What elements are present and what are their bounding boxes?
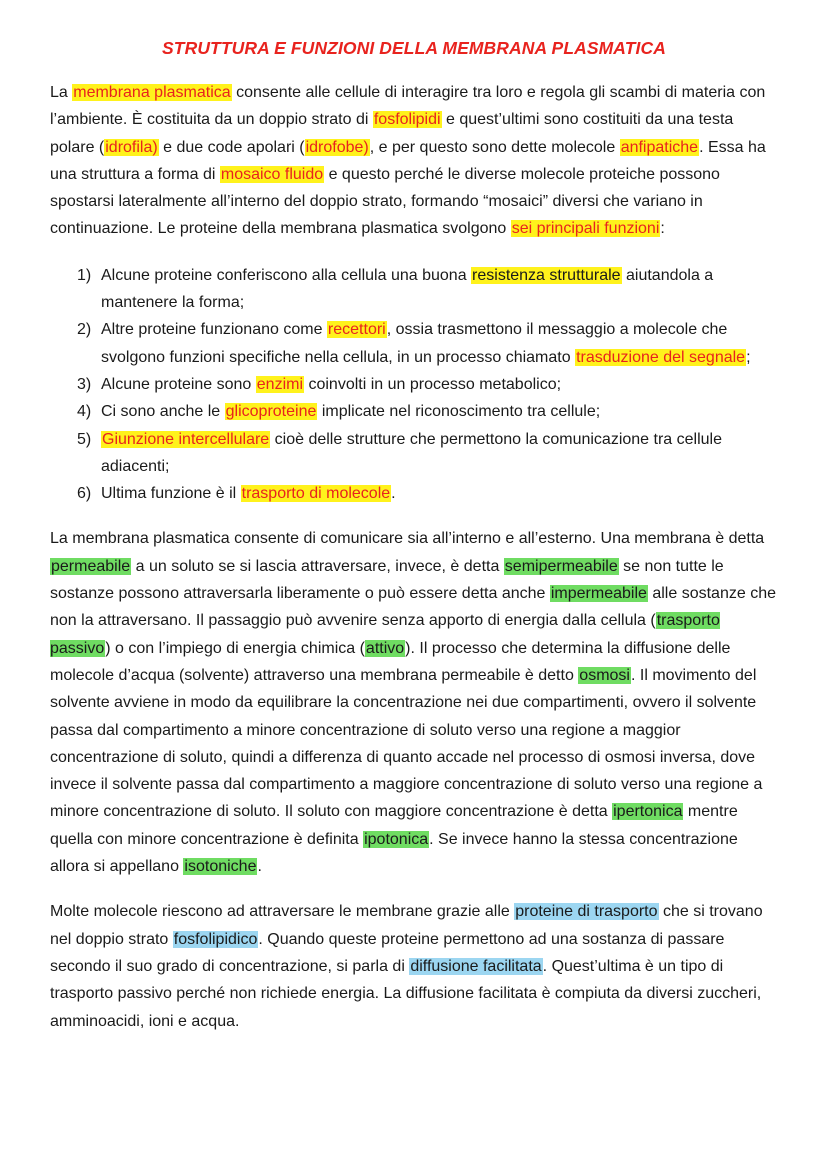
highlight-ipotonica: ipotonica: [364, 830, 429, 848]
list-item: [77, 262, 778, 317]
list-number: 1): [77, 266, 92, 284]
text: Alcune proteine sono: [101, 375, 256, 393]
list-number: 2): [77, 321, 92, 339]
functions-list: [50, 262, 778, 508]
text: . Quando queste proteine permettono ad una sostanza di passare secondo il suo grado di concentrazione, si parla di: [50, 930, 725, 975]
list-item: [77, 371, 778, 398]
text: ). Il processo che determina la diffusione delle molecole d’acqua (solvente) attraverso una membrana permeabile è detto: [50, 639, 731, 684]
list-number: 5): [77, 430, 92, 448]
text: . Quest’ultima è un tipo di trasporto passivo perché non richiede energia. La diffusione facilitata è compiuta da diversi zuccheri, amminoacidi, ioni e acqua.: [50, 957, 762, 1030]
text: cioè delle strutture che permettono la comunicazione tra cellule adiacenti;: [101, 430, 722, 475]
text: Alcune proteine conferiscono alla cellula una buona: [101, 266, 472, 284]
text: alle sostanze che non la attraversano. Il passaggio può avvenire senza apporto di energia dalla cellula (: [50, 585, 776, 630]
highlight-fosfolipidi: fosfolipidi: [373, 111, 441, 129]
text: Altre proteine funzionano come: [101, 321, 327, 339]
highlight-proteine-trasporto: proteine di trasporto: [515, 903, 658, 921]
text: Ultima funzione è il: [101, 485, 241, 503]
highlight-impermeabile: impermeabile: [550, 585, 647, 603]
highlight-mosaico-fluido: mosaico fluido: [220, 165, 324, 183]
page-title: STRUTTURA E FUNZIONI DELLA MEMBRANA PLASMATICA: [162, 38, 666, 58]
highlight-sei-funzioni: sei principali funzioni: [511, 220, 660, 238]
list-number: 4): [77, 403, 92, 421]
text: a un soluto se si lascia attraversare, invece, è detta: [131, 557, 504, 575]
paragraph-membrane-structure: [50, 79, 778, 243]
highlight-resistenza-strutturale: resistenza strutturale: [472, 266, 621, 284]
text: coinvolti in un processo metabolico;: [304, 375, 562, 393]
list-item: [77, 398, 778, 425]
text: che si trovano nel doppio strato: [50, 903, 763, 948]
highlight-fosfolipidico: fosfolipidico: [173, 930, 258, 948]
list-item: [77, 426, 778, 481]
text: mentre quella con minore concentrazione è definita: [50, 803, 738, 848]
highlight-attivo: attivo: [365, 639, 405, 657]
highlight-giunzione-intercellulare: Giunzione intercellulare: [102, 430, 270, 448]
highlight-diffusione-facilitata: diffusione facilitata: [410, 957, 542, 975]
text: .: [257, 858, 262, 876]
highlight-idrofobe: idrofobe): [305, 138, 369, 156]
highlight-recettori: recettori: [327, 321, 386, 339]
text: :: [660, 220, 665, 238]
paragraph-transport-proteins: [50, 898, 778, 1034]
highlight-permeabile: permeabile: [51, 557, 131, 575]
highlight-idrofila: idrofila): [105, 138, 158, 156]
list-number: 6): [77, 485, 92, 503]
list-item: [77, 316, 778, 371]
text: , e per questo sono dette molecole: [369, 138, 620, 156]
highlight-semipermeabile: semipermeabile: [504, 557, 618, 575]
text: . Essa ha una struttura a forma di: [50, 138, 766, 183]
paragraph-permeability: [50, 525, 778, 880]
text: . Il movimento del solvente avviene in modo da equilibrare la concentrazione nei due compartimenti, ovvero il solvente passa dal compartimento a minore concentrazione di soluto verso una regione a maggior concentrazione di soluto, quindi a differenza di quanto accade nel processo di osmosi inversa, dove invece il solvente passa dal compartimento a maggiore concentrazione di soluto verso una regione a minore concentrazione di soluto. Il soluto con maggiore concentrazione è detta: [50, 666, 763, 821]
text: consente alle cellule di interagire tra loro e regola gli scambi di materia con l’ambiente. È costituita da un doppio strato di: [50, 84, 766, 129]
text: Molte molecole riescono ad attraversare le membrane grazie alle: [50, 903, 515, 921]
highlight-ipertonica: ipertonica: [613, 803, 683, 821]
list-number: 3): [77, 375, 92, 393]
text: e quest’ultimi sono costituiti da una testa polare (: [50, 111, 734, 156]
text: . Se invece hanno la stessa concentrazione allora si appellano: [50, 830, 738, 876]
list-item: [77, 480, 778, 507]
text: e questo perché le diverse molecole proteiche possono spostarsi lateralmente all’interno del doppio strato, formando “mosaici” diversi che variano in continuazione. Le proteine della membrana plasmatica svolgono: [50, 165, 720, 238]
highlight-osmosi: osmosi: [579, 666, 630, 684]
text: Ci sono anche le: [101, 403, 225, 421]
highlight-trasduzione-segnale: trasduzione del segnale: [576, 348, 746, 366]
highlight-enzimi: enzimi: [256, 375, 304, 393]
text: e due code apolari (: [158, 138, 305, 156]
text: implicate nel riconoscimento tra cellule;: [317, 403, 601, 421]
text: La membrana plasmatica consente di comunicare sia all’interno e all’esterno. Una membrana è detta: [50, 530, 765, 548]
highlight-anfipatiche: anfipatiche: [620, 138, 699, 156]
text: La: [50, 84, 73, 101]
highlight-trasporto-molecole: trasporto di molecole: [241, 485, 391, 503]
highlight-isotoniche: isotoniche: [184, 858, 257, 876]
text: ) o con l’impiego di energia chimica (: [105, 639, 365, 657]
text: aiutandola a mantenere la forma;: [101, 266, 714, 312]
text: .: [391, 485, 396, 503]
text: se non tutte le sostanze possono attraversarla liberamente o può essere detta anche: [50, 557, 724, 603]
text: , ossia trasmettono il messaggio a molecole che svolgono funzioni specifiche nella cellula, in un processo chiamato: [101, 321, 728, 366]
text: ;: [746, 348, 751, 366]
highlight-membrana-plasmatica: membrana plasmatica: [73, 84, 231, 101]
highlight-trasporto-passivo: trasporto passivo: [50, 612, 720, 657]
highlight-glicoproteine: glicoproteine: [225, 403, 317, 421]
